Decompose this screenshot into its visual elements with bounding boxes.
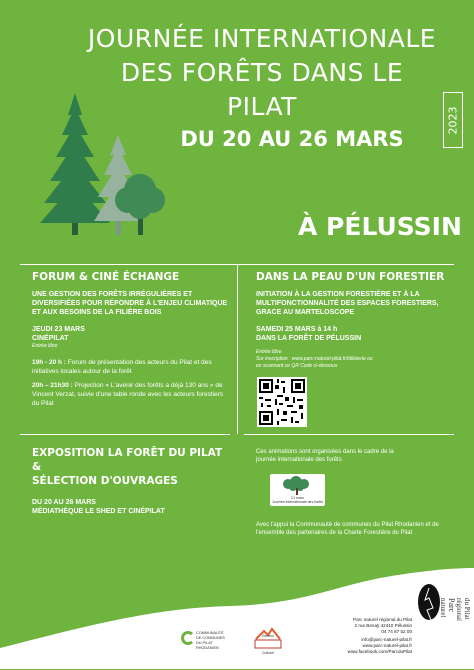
gc-top-text: Genevo [261, 634, 275, 638]
parc-pilat-logo [415, 580, 470, 660]
forester-section [256, 270, 454, 370]
cc-name: COMMUNAUTÉ DE COMMUNES DU PILAT RHODANIEN [196, 631, 225, 650]
phone-number: 04 74 87 52 00 [381, 628, 412, 634]
forum-subtitle: UNE GESTION DES FORÊTS IRRÉGULIÈRES ET DIVERSIFIÉES POUR RÉPONDRE À L'ENJEU CLIMATIQUE ET AUX BESOINS DE LA FILIÈRE BOIS [32, 291, 228, 316]
website-link[interactable]: www.parc-naturel-pilat.fr [362, 643, 412, 649]
support-note [256, 521, 456, 537]
forester-heading: DANS LA PEAU D'UN FORESTIER [256, 271, 445, 283]
exhibition-heading: EXPOSITION LA FORÊT DU PILAT [32, 447, 223, 459]
facebook-link[interactable]: www.facebook.com/ParcduPilat [347, 648, 412, 654]
forum-section [32, 270, 228, 408]
forest-day-label: 21 mars Journée internationale des forêts [272, 496, 323, 504]
exhibition-venue: MÉDIATHÈQUE LE SHED ET CINÉPILAT [32, 508, 165, 515]
park-logo-word: naturel [439, 598, 447, 618]
qr-code[interactable] [257, 377, 307, 427]
title-dates: DU 20 AU 26 MARS [180, 127, 404, 151]
exhibition-amp: & [32, 461, 42, 473]
park-logo-word: du Pilat [463, 598, 471, 620]
forester-date: SAMEDI 25 MARS à 14 h [256, 326, 338, 333]
selection-heading: SÉLECTION D'OUVRAGES [32, 475, 178, 487]
divider-vertical [237, 264, 238, 434]
divider-left-middle [20, 434, 230, 435]
trees-illustration [28, 85, 188, 245]
address-line: Parc naturel régional du Pilat [353, 617, 412, 622]
exhibition-dates: DU 20 AU 26 MARS [32, 499, 96, 506]
label-info [256, 448, 412, 464]
exhibition-section [32, 446, 232, 516]
support-text: Avec l'appui la Communauté de communes du Pilat Rhodanien et de l'ensemble des partenaires de la Charte Forestière du Pilat [256, 522, 439, 536]
forest-day-tree-icon [270, 474, 325, 496]
genevo-mark-icon [242, 613, 294, 665]
international-forest-day-logo [270, 474, 325, 506]
forester-entry: Entrée libre [256, 349, 282, 355]
park-logo-word: régional [455, 598, 463, 621]
genevo-culturel-logo [242, 613, 294, 665]
cc-mark-icon [181, 631, 195, 645]
label-info-text: Ces animations sont organisées dans le cadre de la journée internationale des forêts [256, 449, 394, 463]
gc-bottom-text: Culturel [261, 651, 275, 655]
address-line: 2 rue Benaÿ 42410 Pélussin [354, 622, 412, 628]
park-logo-word: Parc [447, 598, 456, 613]
forum-item-2: 20h – 21h30 : Projection « L'avenir des forêts a déjà 130 ans » de Vincent Verzat, suivie d'une table ronde avec les acteurs forestiers du Pilat [32, 382, 224, 407]
title-line-2: DES FORÊTS DANS LE PILAT [120, 58, 404, 121]
forester-venue: DANS LA FORÊT DE PÉLUSSIN [256, 335, 362, 342]
title-line-1: JOURNÉE INTERNATIONALE [87, 24, 437, 53]
park-address [318, 617, 412, 655]
forum-item-1: 19h - 20 h : Forum de présentation des acteurs du Pilat et des initiatives locales autour de la forêt [32, 359, 212, 375]
forum-entry: Entrée libre [32, 343, 58, 349]
email-link[interactable]: info@parc-naturel-pilat.fr [361, 637, 412, 643]
forum-venue: CINÉPILAT [32, 335, 69, 342]
divider-right-middle [244, 434, 454, 435]
location-title: À PÉLUSSIN [298, 212, 462, 241]
forum-heading: FORUM & CINÉ ÉCHANGE [32, 271, 180, 283]
forester-signup: Sur inscription : www.parc-naturel-pilat.fr/billeterie ou en scannant ce QR Code ci-dessous [256, 356, 373, 369]
forum-date: JEUDI 23 MARS [32, 326, 85, 333]
park-tree-icon [418, 584, 440, 620]
communaute-communes-logo [176, 613, 230, 667]
year-text: 2023 [446, 106, 460, 134]
year-badge [443, 92, 463, 148]
forester-subtitle: INITIATION À LA GESTION FORESTIÈRE ET À LA MULTIFONCTIONNALITÉ DES ESPACES FORESTIERS, GRACE AU MARTELOSCOPE [256, 291, 439, 316]
